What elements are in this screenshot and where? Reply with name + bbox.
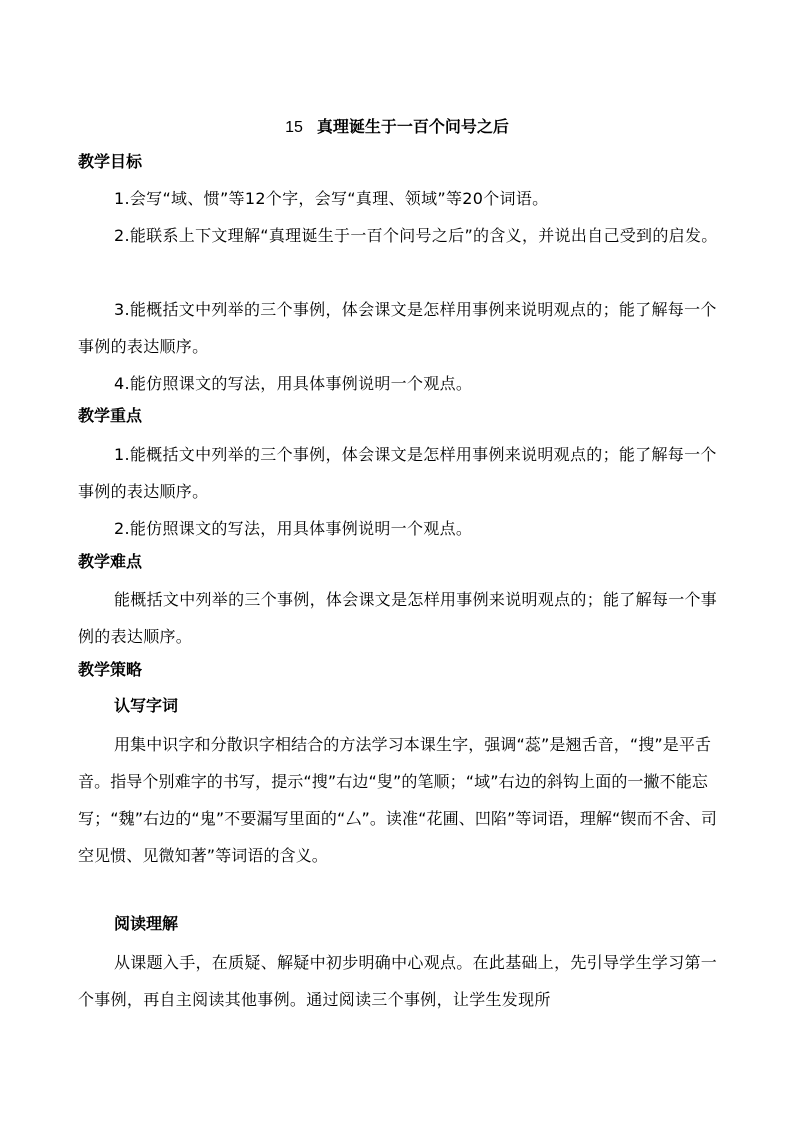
goal-item-2: 2.能联系上下文理解“真理诞生于一百个问号之后”的含义，并说出自己受到的启发。: [114, 226, 718, 245]
lesson-title-text: 真理诞生于一百个问号之后: [316, 117, 509, 136]
difficulties-heading: 教学难点: [78, 552, 143, 571]
key-points-heading: 教学重点: [78, 406, 143, 425]
lesson-number: 15: [285, 119, 303, 136]
literacy-heading: 认写字词: [114, 696, 179, 715]
reading-text: 从课题入手，在质疑、解疑中初步明确中心观点。在此基础上，先引导学生学习第一个事例，再自主阅读其他事例。通过阅读三个事例，让学生发现所: [78, 953, 718, 1009]
reading-heading: 阅读理解: [114, 914, 179, 933]
key-point-item-2: 2.能仿照课文的写法，用具体事例说明一个观点。: [114, 519, 473, 538]
goal-item-1: 1.会写“域、惯”等12个字，会写“真理、领域”等20个词语。: [114, 189, 549, 208]
difficulties-text: 能概括文中列举的三个事例，体会课文是怎样用事例来说明观点的；能了解每一个事例的表达顺序。: [78, 590, 718, 646]
goal-item-4: 4.能仿照课文的写法，用具体事例说明一个观点。: [114, 374, 473, 393]
strategy-heading: 教学策略: [78, 660, 143, 679]
lesson-title: [0, 113, 794, 142]
key-point-item-1: 1.能概括文中列举的三个事例，体会课文是怎样用事例来说明观点的；能了解每一个事例的表达顺序。: [78, 445, 717, 501]
literacy-text: 用集中识字和分散识字相结合的方法学习本课生字，强调“蕊”是翘舌音，“搜”是平舌音。指导个别难字的书写，提示“搜”右边“叟”的笔顺；“域”右边的斜钩上面的一撇不能忘写；“魏”右边的“鬼”不要漏写里面的“厶”。读准“花圃、凹陷”等词语，理解“锲而不舍、司空见惯、见微知著”等词语的含义。: [78, 735, 718, 865]
goal-item-3: 3.能概括文中列举的三个事例，体会课文是怎样用事例来说明观点的；能了解每一个事例的表达顺序。: [78, 300, 717, 356]
goals-heading: 教学目标: [78, 152, 143, 171]
